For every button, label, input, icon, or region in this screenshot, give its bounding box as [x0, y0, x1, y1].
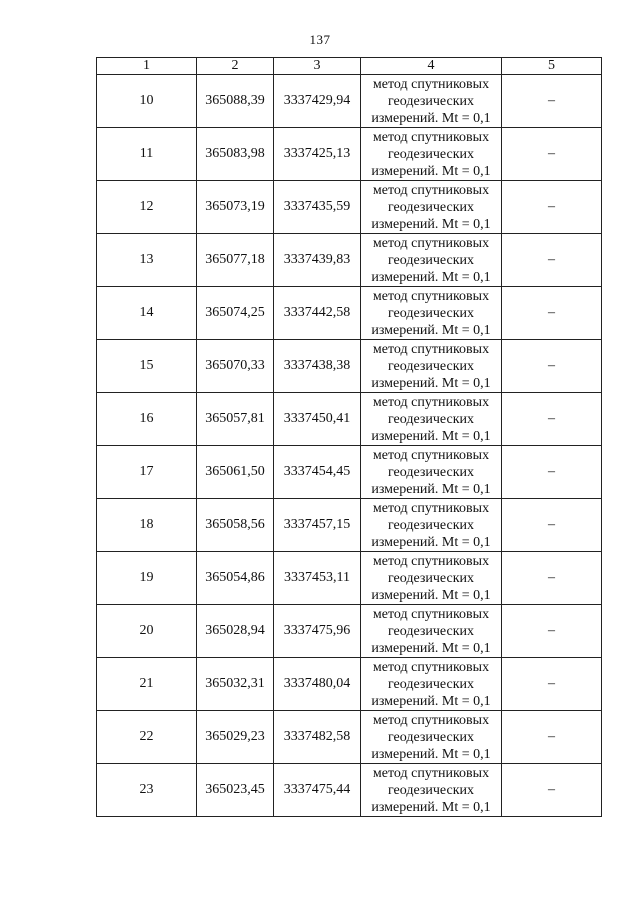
- x-coordinate-cell: 365058,56: [197, 499, 274, 552]
- note-cell: –: [502, 499, 602, 552]
- note-cell: –: [502, 711, 602, 764]
- table-row: [97, 181, 602, 234]
- method-line: измерений. Mt = 0,1: [371, 481, 491, 497]
- method-line: геодезических: [387, 676, 474, 692]
- table-row: [97, 711, 602, 764]
- method-line: метод спутниковых: [372, 765, 490, 781]
- column-header: 3: [274, 58, 361, 75]
- method-cell: [361, 340, 502, 393]
- method-line: метод спутниковых: [372, 500, 490, 516]
- method-cell: [361, 658, 502, 711]
- y-coordinate-cell: 3337453,11: [274, 552, 361, 605]
- table-row: [97, 128, 602, 181]
- y-coordinate-cell: 3337442,58: [274, 287, 361, 340]
- method-line: метод спутниковых: [372, 606, 490, 622]
- method-line: геодезических: [387, 305, 474, 321]
- method-line: метод спутниковых: [372, 447, 490, 463]
- y-coordinate-cell: 3337450,41: [274, 393, 361, 446]
- note-cell: –: [502, 128, 602, 181]
- table-row: [97, 499, 602, 552]
- table-row: [97, 552, 602, 605]
- method-cell: [361, 75, 502, 128]
- y-coordinate-cell: 3337457,15: [274, 499, 361, 552]
- column-header: 2: [197, 58, 274, 75]
- method-line: геодезических: [387, 517, 474, 533]
- table-row: [97, 75, 602, 128]
- y-coordinate-cell: 3337475,96: [274, 605, 361, 658]
- y-coordinate-cell: 3337425,13: [274, 128, 361, 181]
- method-line: геодезических: [387, 199, 474, 215]
- method-line: метод спутниковых: [372, 129, 490, 145]
- method-line: геодезических: [387, 623, 474, 639]
- method-line: измерений. Mt = 0,1: [371, 216, 491, 232]
- y-coordinate-cell: 3337435,59: [274, 181, 361, 234]
- y-coordinate-cell: 3337482,58: [274, 711, 361, 764]
- method-line: метод спутниковых: [372, 235, 490, 251]
- method-cell: [361, 128, 502, 181]
- method-line: геодезических: [387, 93, 474, 109]
- y-coordinate-cell: 3337480,04: [274, 658, 361, 711]
- y-coordinate-cell: 3337429,94: [274, 75, 361, 128]
- point-number-cell: 20: [97, 605, 197, 658]
- table-header-row: [97, 58, 602, 75]
- method-line: измерений. Mt = 0,1: [371, 799, 491, 815]
- table-row: [97, 393, 602, 446]
- table-row: [97, 340, 602, 393]
- note-cell: –: [502, 658, 602, 711]
- method-cell: [361, 499, 502, 552]
- point-number-cell: 12: [97, 181, 197, 234]
- method-cell: [361, 605, 502, 658]
- point-number-cell: 18: [97, 499, 197, 552]
- method-line: метод спутниковых: [372, 553, 490, 569]
- x-coordinate-cell: 365088,39: [197, 75, 274, 128]
- point-number-cell: 13: [97, 234, 197, 287]
- method-line: геодезических: [387, 570, 474, 586]
- method-cell: [361, 711, 502, 764]
- method-line: измерений. Mt = 0,1: [371, 428, 491, 444]
- y-coordinate-cell: 3337438,38: [274, 340, 361, 393]
- point-number-cell: 16: [97, 393, 197, 446]
- point-number-cell: 10: [97, 75, 197, 128]
- note-cell: –: [502, 605, 602, 658]
- x-coordinate-cell: 365032,31: [197, 658, 274, 711]
- point-number-cell: 14: [97, 287, 197, 340]
- method-line: измерений. Mt = 0,1: [371, 110, 491, 126]
- table-row: [97, 234, 602, 287]
- y-coordinate-cell: 3337475,44: [274, 764, 361, 817]
- method-line: метод спутниковых: [372, 394, 490, 410]
- method-line: геодезических: [387, 782, 474, 798]
- method-line: геодезических: [387, 358, 474, 374]
- point-number-cell: 19: [97, 552, 197, 605]
- method-cell: [361, 552, 502, 605]
- method-line: метод спутниковых: [372, 341, 490, 357]
- note-cell: –: [502, 75, 602, 128]
- method-line: метод спутниковых: [372, 76, 490, 92]
- table-row: [97, 446, 602, 499]
- method-line: измерений. Mt = 0,1: [371, 269, 491, 285]
- method-line: метод спутниковых: [372, 288, 490, 304]
- note-cell: –: [502, 287, 602, 340]
- method-line: измерений. Mt = 0,1: [371, 534, 491, 550]
- x-coordinate-cell: 365061,50: [197, 446, 274, 499]
- method-line: метод спутниковых: [372, 182, 490, 198]
- x-coordinate-cell: 365057,81: [197, 393, 274, 446]
- note-cell: –: [502, 393, 602, 446]
- method-line: измерений. Mt = 0,1: [371, 163, 491, 179]
- method-cell: [361, 764, 502, 817]
- method-cell: [361, 287, 502, 340]
- method-cell: [361, 446, 502, 499]
- method-line: измерений. Mt = 0,1: [371, 587, 491, 603]
- x-coordinate-cell: 365029,23: [197, 711, 274, 764]
- x-coordinate-cell: 365023,45: [197, 764, 274, 817]
- table-row: [97, 658, 602, 711]
- point-number-cell: 15: [97, 340, 197, 393]
- method-cell: [361, 234, 502, 287]
- point-number-cell: 21: [97, 658, 197, 711]
- method-line: измерений. Mt = 0,1: [371, 375, 491, 391]
- note-cell: –: [502, 446, 602, 499]
- column-header: 4: [361, 58, 502, 75]
- page-number: 137: [309, 32, 331, 47]
- note-cell: –: [502, 340, 602, 393]
- point-number-cell: 17: [97, 446, 197, 499]
- column-header: 5: [502, 58, 602, 75]
- table-row: [97, 287, 602, 340]
- coordinates-table: [96, 57, 602, 817]
- y-coordinate-cell: 3337439,83: [274, 234, 361, 287]
- x-coordinate-cell: 365028,94: [197, 605, 274, 658]
- x-coordinate-cell: 365077,18: [197, 234, 274, 287]
- x-coordinate-cell: 365073,19: [197, 181, 274, 234]
- point-number-cell: 22: [97, 711, 197, 764]
- method-cell: [361, 393, 502, 446]
- note-cell: –: [502, 552, 602, 605]
- method-line: измерений. Mt = 0,1: [371, 746, 491, 762]
- note-cell: –: [502, 234, 602, 287]
- method-line: геодезических: [387, 729, 474, 745]
- note-cell: –: [502, 181, 602, 234]
- method-line: геодезических: [387, 411, 474, 427]
- x-coordinate-cell: 365083,98: [197, 128, 274, 181]
- method-line: геодезических: [387, 146, 474, 162]
- method-line: измерений. Mt = 0,1: [371, 322, 491, 338]
- table-body: [97, 75, 602, 817]
- x-coordinate-cell: 365054,86: [197, 552, 274, 605]
- note-cell: –: [502, 764, 602, 817]
- method-line: геодезических: [387, 252, 474, 268]
- method-line: измерений. Mt = 0,1: [371, 640, 491, 656]
- method-line: метод спутниковых: [372, 712, 490, 728]
- x-coordinate-cell: 365070,33: [197, 340, 274, 393]
- table-row: [97, 764, 602, 817]
- method-line: измерений. Mt = 0,1: [371, 693, 491, 709]
- x-coordinate-cell: 365074,25: [197, 287, 274, 340]
- column-header: 1: [97, 58, 197, 75]
- method-line: метод спутниковых: [372, 659, 490, 675]
- point-number-cell: 11: [97, 128, 197, 181]
- y-coordinate-cell: 3337454,45: [274, 446, 361, 499]
- table-row: [97, 605, 602, 658]
- method-line: геодезических: [387, 464, 474, 480]
- method-cell: [361, 181, 502, 234]
- point-number-cell: 23: [97, 764, 197, 817]
